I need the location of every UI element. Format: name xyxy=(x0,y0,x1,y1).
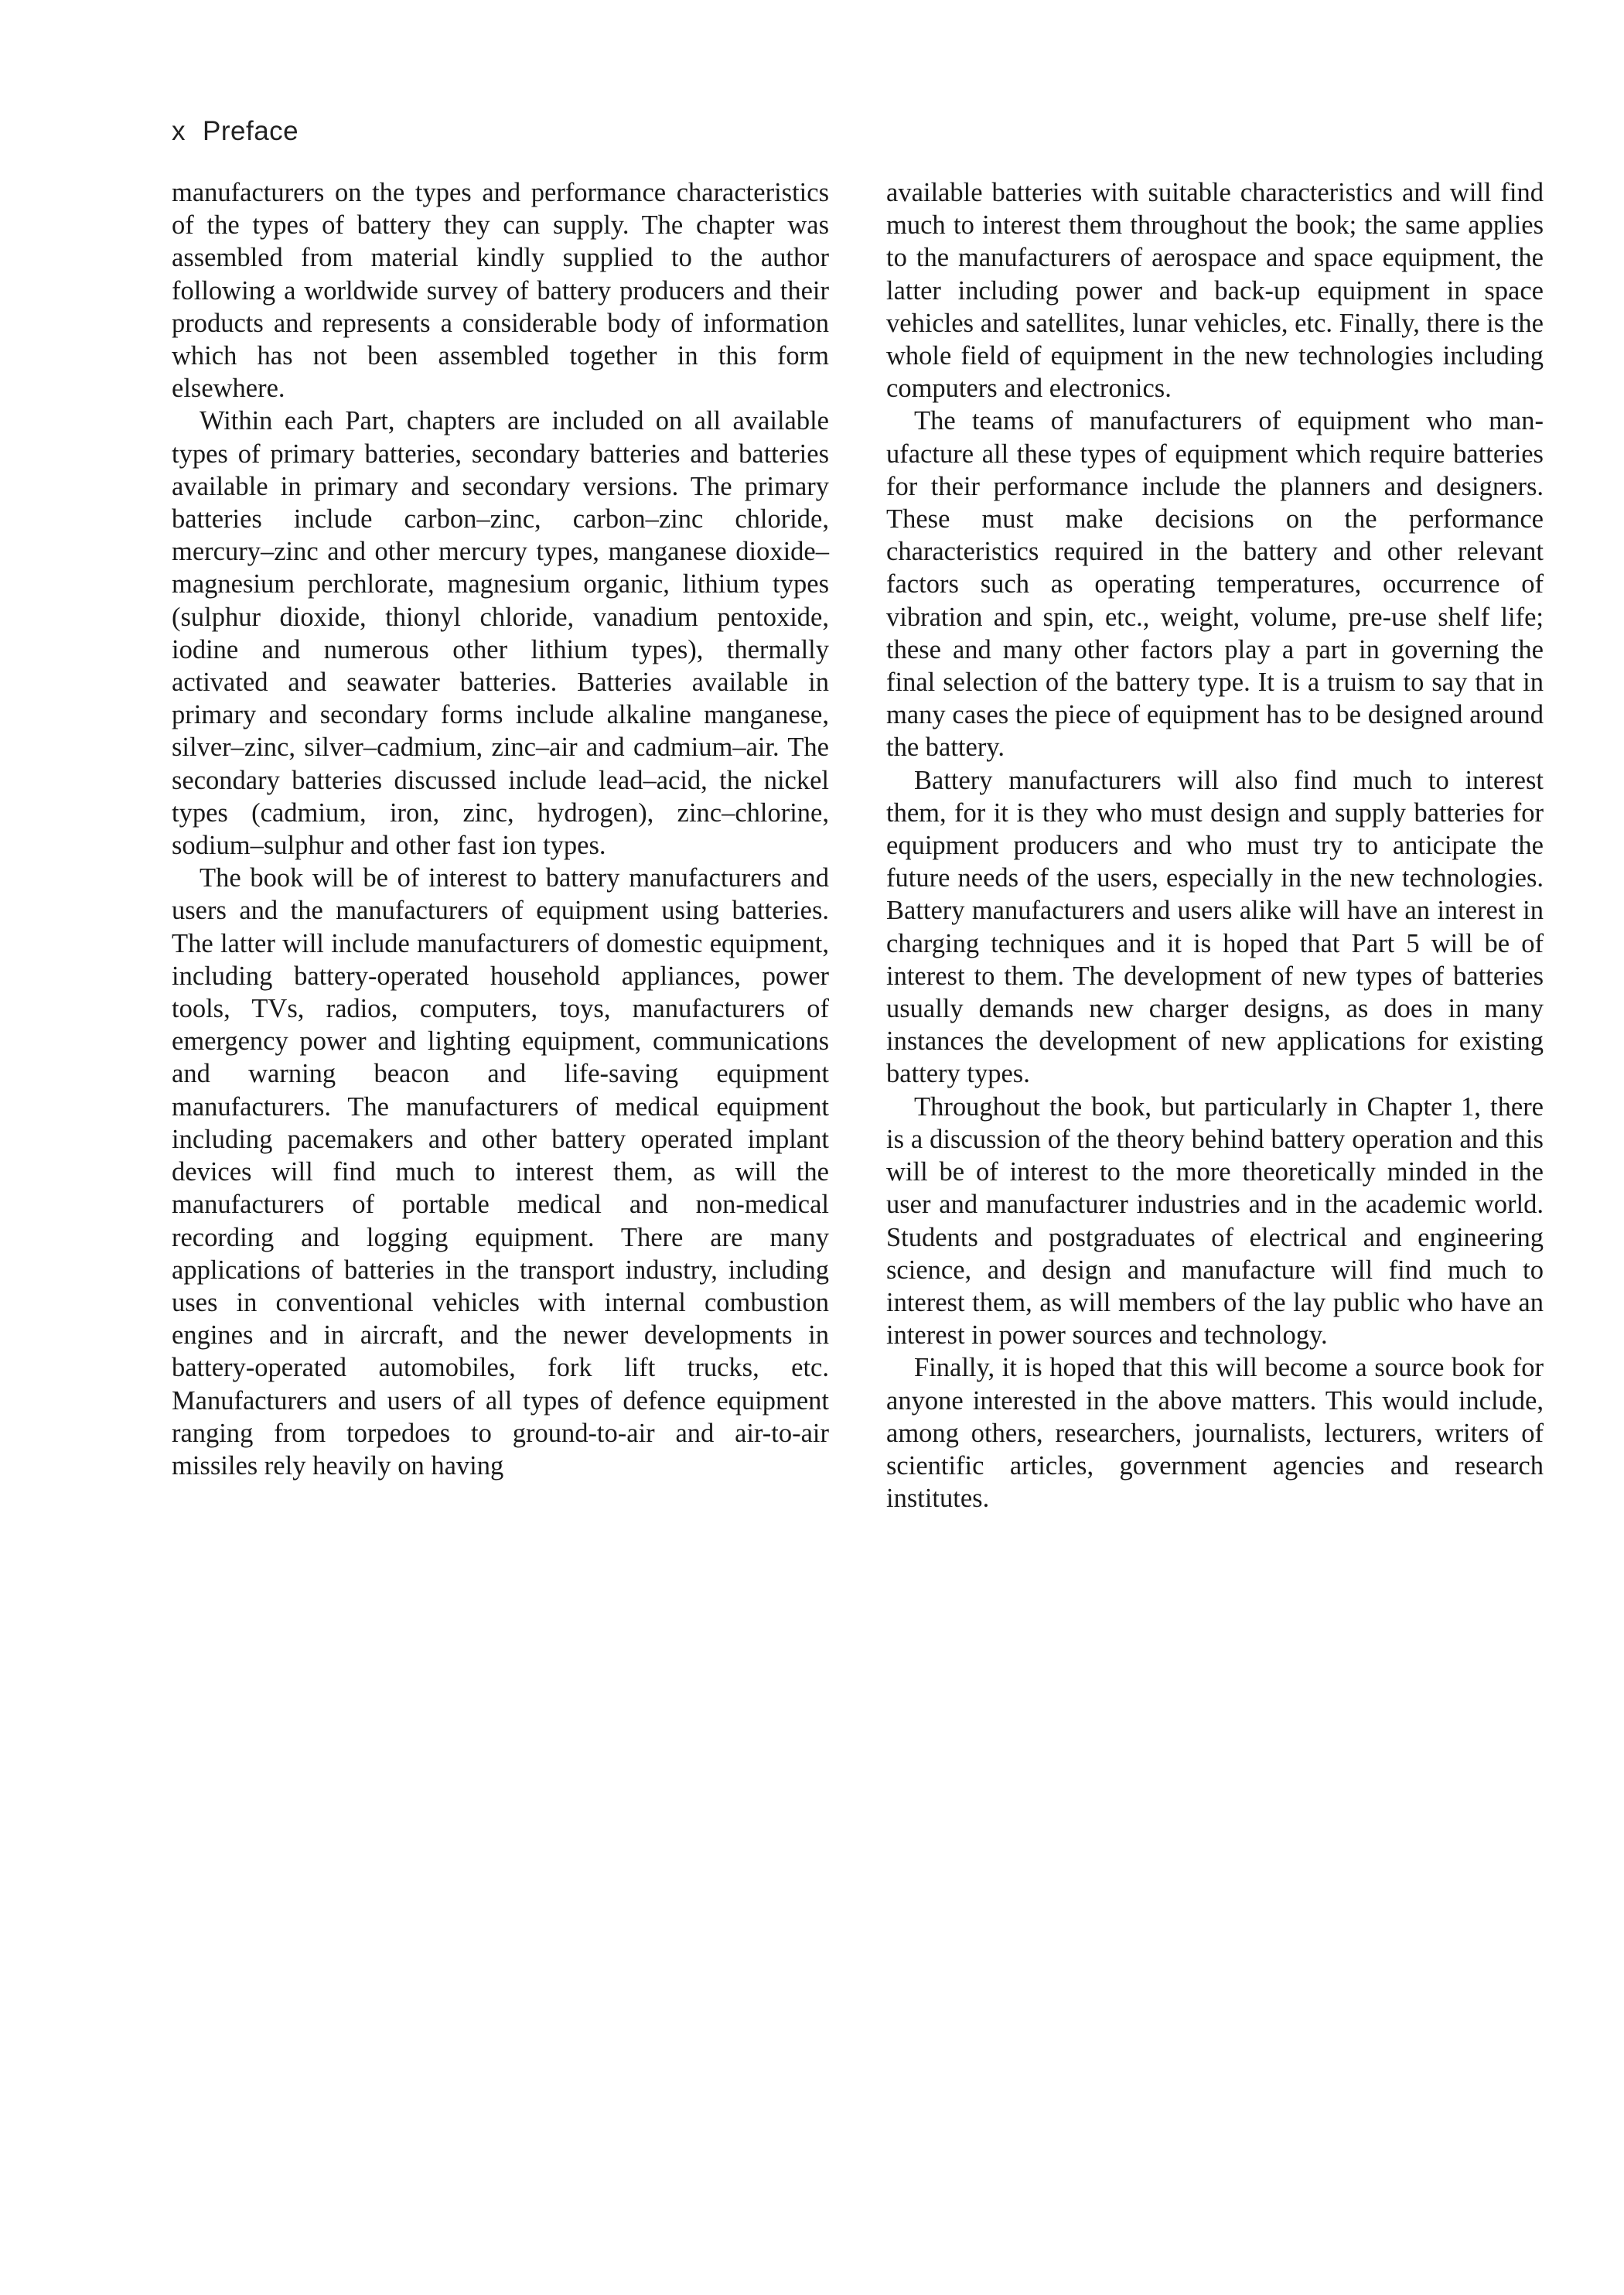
page-number: x xyxy=(172,116,186,146)
section-title: Preface xyxy=(203,116,299,146)
paragraph: Battery manufacturers will also find much to interest them, for it is they who must design and supply batteries for equipment producers and who must try to anticipate the future needs of the users, especially in the new technologies. Battery manufacturers and users alike will have an interest in charging techniques and it is hoped that Part 5 will be of interest to them. The development of new types of batteries usually demands new charger designs, as does in many instances the development of new applications for existing battery types. xyxy=(886,765,1544,1089)
paragraph: manufacturers on the types and performance characteristics of the types of battery they can supply. The chapter was assembled from material kindly supplied to the author following a worldwide survey of battery producers and their products and represents a considerable body of information which has not been assembled together in this form elsewhere. xyxy=(172,178,829,404)
paragraph: The teams of manufacturers of equipment who manufacture all these types of equipment which require batteries for their performance include the planners and designers. These must make decisions on the performance characteristics required in the battery and other relevant factors such as operating temperatures, occurrence of vibration and spin, etc., weight, volume, pre-use shelf life; these and many other factors play a part in governing the final selection of the battery type. It is a truism to say that in many cases the piece of equipment has to be designed around the battery. xyxy=(886,406,1544,763)
running-head xyxy=(172,116,299,147)
paragraph: Throughout the book, but particularly in Chapter 1, there is a discussion of the theory behind battery operation and this will be of interest to the more theoretically minded in the user and manufacturer industries and in the academic world. Students and postgraduates of electrical and engineering science, and design and manufacture will find much to interest them, as will members of the lay public who have an interest in power sources and technology. xyxy=(886,1091,1544,1351)
paragraph: Within each Part, chapters are included on all available types of primary batteries, secondary batteries and batteries available in primary and secondary versions. The primary batteries include carbon–zinc, carbon–zinc chloride, mercury–zinc and other mercury types, manganese dioxide–magnesium perchlorate, magnesium organic, lithium types (sulphur dioxide, thionyl chloride, vanadium pentoxide, iodine and numerous other lithium types), thermally activated and seawater batteries. Batteries available in primary and secondary forms include alkaline manganese, silver–zinc, silver–cadmium, zinc–air and cadmium–air. The secondary batteries discussed include lead–acid, the nickel types (cadmium, iron, zinc, hydrogen), zinc–chlorine, sodium–sulphur and other fast ion types. xyxy=(172,406,829,861)
paragraph: The book will be of interest to battery manufacturers and users and the manufacturers of equipment using batteries. The latter will include manufacturers of domestic equipment, including battery-operated household appliances, power tools, TVs, radios, computers, toys, manufacturers of emergency power and lighting equipment, communications and warning beacon and life-saving equipment manufacturers. The manufacturers of medical equipment including pacemakers and other battery operated implant devices will find much to interest them, as will the manufacturers of portable medical and non-medical recording and logging equipment. There are many applications of batteries in the transport industry, including uses in conventional vehicles with internal combustion engines and in aircraft, and the newer developments in battery-operated automobiles, fork lift trucks, etc. Manufacturers and users of all types of defence equipment ranging from torpedoes to ground-to-air and air-to-air missiles rely heavily on having xyxy=(172,863,829,1480)
left-column xyxy=(172,176,829,1482)
right-column xyxy=(886,176,1544,1515)
paragraph: Finally, it is hoped that this will become a source book for anyone interested in the above matters. This would include, among others, researchers, journalists, lecturers, writers of scientific articles, government agencies and research institutes. xyxy=(886,1353,1544,1514)
paragraph: available batteries with suitable characteristics and will find much to interest them throughout the book; the same applies to the manufacturers of aerospace and space equipment, the latter including power and back-up equipment in space vehicles and satellites, lunar vehicles, etc. Finally, there is the whole field of equipment in the new technologies including computers and electronics. xyxy=(886,178,1544,404)
